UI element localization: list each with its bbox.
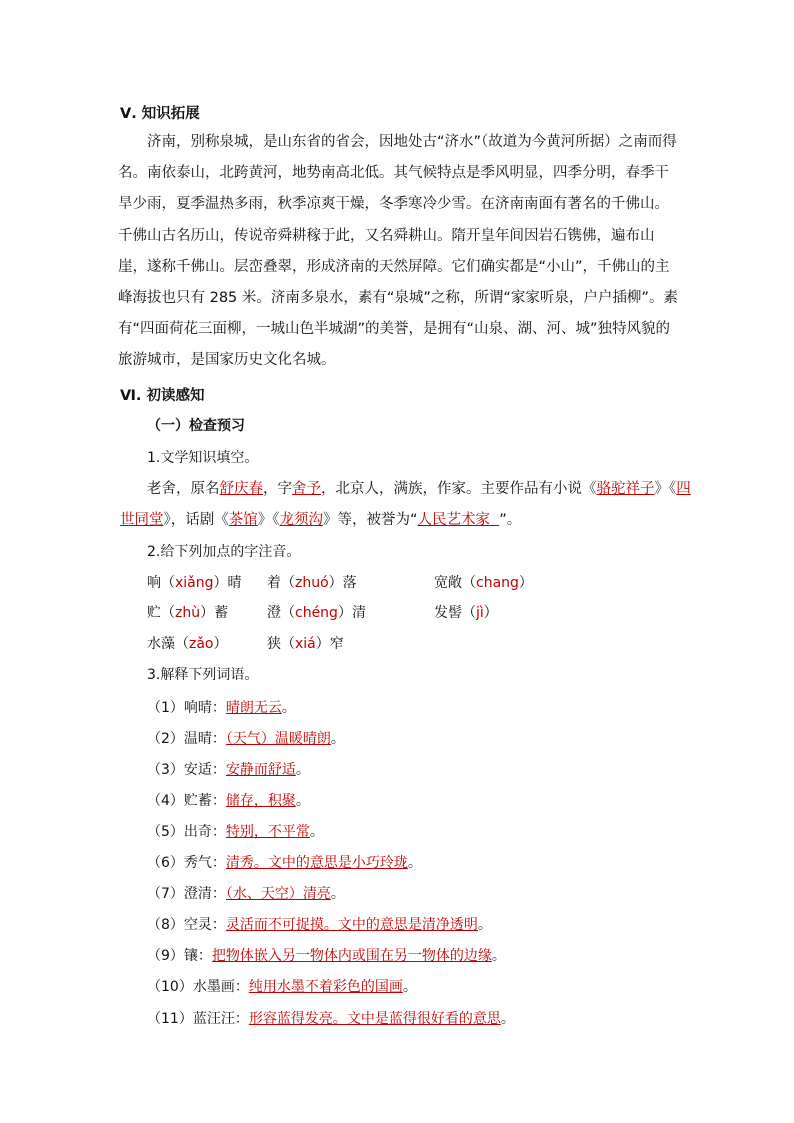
definition-item: （3）安适：安静而舒适。 xyxy=(147,762,310,778)
q1-text: 》《 xyxy=(654,481,677,497)
q1-answer-novel-2-part-2: 世同堂 xyxy=(120,512,164,528)
pinyin-item: 响（xiǎng）晴 xyxy=(147,575,242,591)
q1-answer-courtesy-name: 舍予 xyxy=(292,481,321,497)
definition-item: （7）澄清：（水、天空）清亮。 xyxy=(147,886,345,902)
section-6-title: Ⅵ. 初读感知 xyxy=(120,388,205,404)
q1-text: ，北京人，满族，作家。主要作品有小说《 xyxy=(321,481,597,497)
definition-item: （8）空灵：灵活而不可捉摸。文中的意思是清净透明。 xyxy=(147,917,492,933)
q1-text: ，字 xyxy=(263,481,292,497)
pinyin-item: 水藻（zǎo） xyxy=(147,636,228,652)
pinyin-item: 宽敞（chang） xyxy=(434,575,533,591)
q1-answer-play-1: 茶馆 xyxy=(228,512,258,528)
q1-answer-play-2: 龙须沟 xyxy=(279,512,323,528)
q1-text: 》《 xyxy=(257,512,280,528)
pinyin-item: 发髻（jì） xyxy=(434,605,498,621)
definition-item: （6）秀气：清秀。文中的意思是小巧玲珑。 xyxy=(147,855,422,871)
definition-item: （5）出奇：特别，不平常。 xyxy=(147,824,324,840)
definition-item: （2）温晴：（天气）温暖晴朗。 xyxy=(147,731,345,747)
q1-blank-gap xyxy=(490,512,499,528)
section-5-title: Ⅴ. 知识拓展 xyxy=(120,106,200,122)
q1-answer-original-name: 舒庆春 xyxy=(219,481,263,497)
question-1-line-2 xyxy=(120,508,521,529)
definition-item: （1）响晴：晴朗无云。 xyxy=(147,700,296,716)
pinyin-item: 着（zhuó）落 xyxy=(267,575,357,591)
q1-text: 老舍，原名 xyxy=(147,481,220,497)
pinyin-item: 贮（zhù）蓄 xyxy=(147,605,229,621)
question-1-line-1 xyxy=(147,477,691,498)
q1-text: 》等，被誉为“ xyxy=(323,512,418,528)
definition-item: （10）水墨画：纯用水墨不着彩色的国画。 xyxy=(147,979,417,995)
subsection-title: （一）检查预习 xyxy=(147,418,245,434)
definition-item: （11）蓝汪汪：形容蓝得发亮。文中是蓝得很好看的意思。 xyxy=(147,1011,515,1027)
question-3-prompt: 3.解释下列词语。 xyxy=(147,667,259,683)
pinyin-item: 狭（xiá）窄 xyxy=(267,636,344,652)
pinyin-item: 澄（chéng）清 xyxy=(267,605,366,621)
q1-text: 》，话剧《 xyxy=(163,512,229,528)
question-2-prompt: 2.给下列加点的字注音。 xyxy=(147,544,301,560)
q1-answer-novel-2-part-1: 四 xyxy=(676,481,691,497)
section-5-paragraph: 济南，别称泉城，是山东省的省会，因地处古“济水”（故道为今黄河所据）之南而得名。南依泰山，北跨黄河，地势南高北低。其气候特点是季风明显，四季分明，春季干旱少雨，夏季温热多雨，秋季凉爽干燥，冬季寒冷少雪。在济南南面有著名的千佛山。千佛山古名历山，传说帝舜耕稼于此，又名舜耕山。隋开皇年间因岩石镌佛，遍布山崖，遂称千佛山。层峦叠翠，形成济南的天然屏障。它们确实都是“小山”，千佛山的主峰海拔也只有 285 米。济南多泉水，素有“泉城”之称，所谓“家家听泉，户户插柳”。素有“四面荷花三面柳，一城山色半城湖”的美誉，是拥有“山泉、湖、河、城”独特风貌的旅游城市，是国家历史文化名城。 xyxy=(118,134,678,369)
q1-text: ”。 xyxy=(499,512,522,528)
definition-item: （9）镶：把物体嵌入另一物体内或围在另一物体的边缘。 xyxy=(147,948,506,964)
q1-answer-title: 人民艺术家 xyxy=(417,512,491,528)
definition-item: （4）贮蓄：储存，积聚。 xyxy=(147,793,310,809)
q1-answer-novel-1: 骆驼祥子 xyxy=(596,481,655,497)
question-1-prompt: 1.文学知识填空。 xyxy=(147,450,259,466)
